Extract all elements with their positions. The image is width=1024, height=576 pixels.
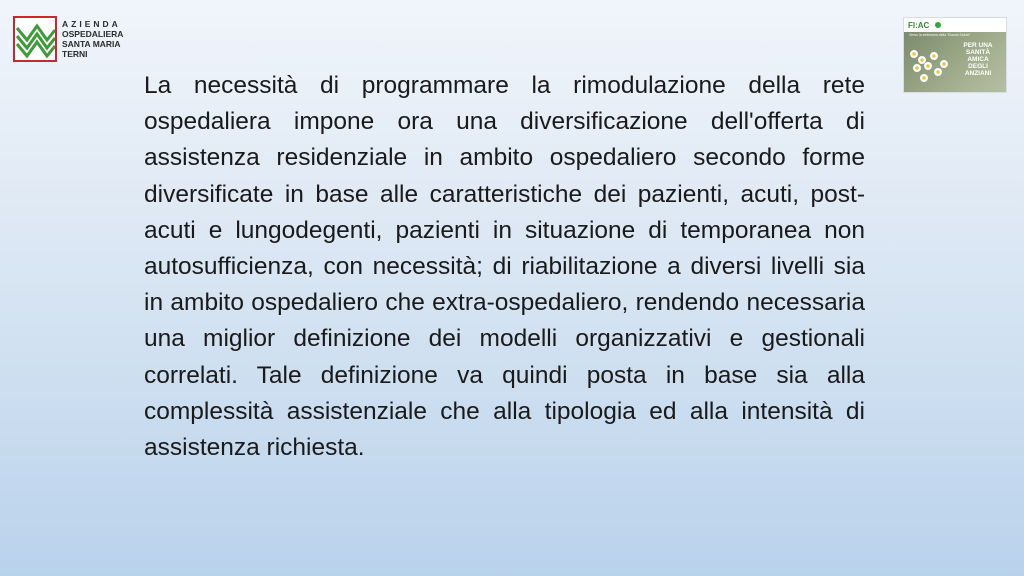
poster-header bbox=[904, 18, 1007, 32]
logo-line-1: AZIENDA bbox=[62, 19, 121, 29]
main-paragraph: La necessità di programmare la rimodulazione della rete ospedaliera impone ora una diversificazione dell'offerta di assistenza residenziale in ambito ospedaliero secondo forme diversificate in base alle caratteristiche dei pazienti, acuti, post-acuti e lungodegenti, pazienti in situazione di temporanea non autosufficienza, con necessità; di riabilitazione a diversi livelli sia in ambito ospedaliero che extra-ospedaliero, rendendo necessaria una miglior definizione dei modelli organizzativi e gestionali correlati. Tale definizione va quindi posta in base sia alla complessità assistenziale che alla tipologia ed alla intensità di assistenza richiesta. bbox=[144, 72, 865, 462]
poster-title bbox=[956, 42, 1000, 77]
poster-partner-logo-icon bbox=[935, 22, 941, 28]
poster-thumbnail bbox=[903, 17, 1007, 93]
poster-title-line: ANZIANI bbox=[964, 70, 992, 77]
poster-title-line: PER UNA bbox=[963, 42, 993, 49]
hospital-logo-mark-icon bbox=[13, 16, 57, 62]
hospital-logo bbox=[13, 16, 137, 62]
poster-caption: Verso la settimana della "Buona Salute" bbox=[909, 33, 971, 37]
logo-line-2: OSPEDALIERA bbox=[62, 29, 124, 39]
poster-title-line: DEGLI bbox=[968, 63, 988, 70]
hospital-logo-text bbox=[62, 19, 123, 59]
poster-title-line: SANITÀ bbox=[965, 49, 991, 56]
poster-brand: FI:AC bbox=[908, 20, 930, 30]
logo-line-4: TERNI bbox=[62, 49, 88, 59]
logo-line-3: SANTA MARIA bbox=[62, 39, 121, 49]
poster-title-line: AMICA bbox=[967, 56, 989, 63]
